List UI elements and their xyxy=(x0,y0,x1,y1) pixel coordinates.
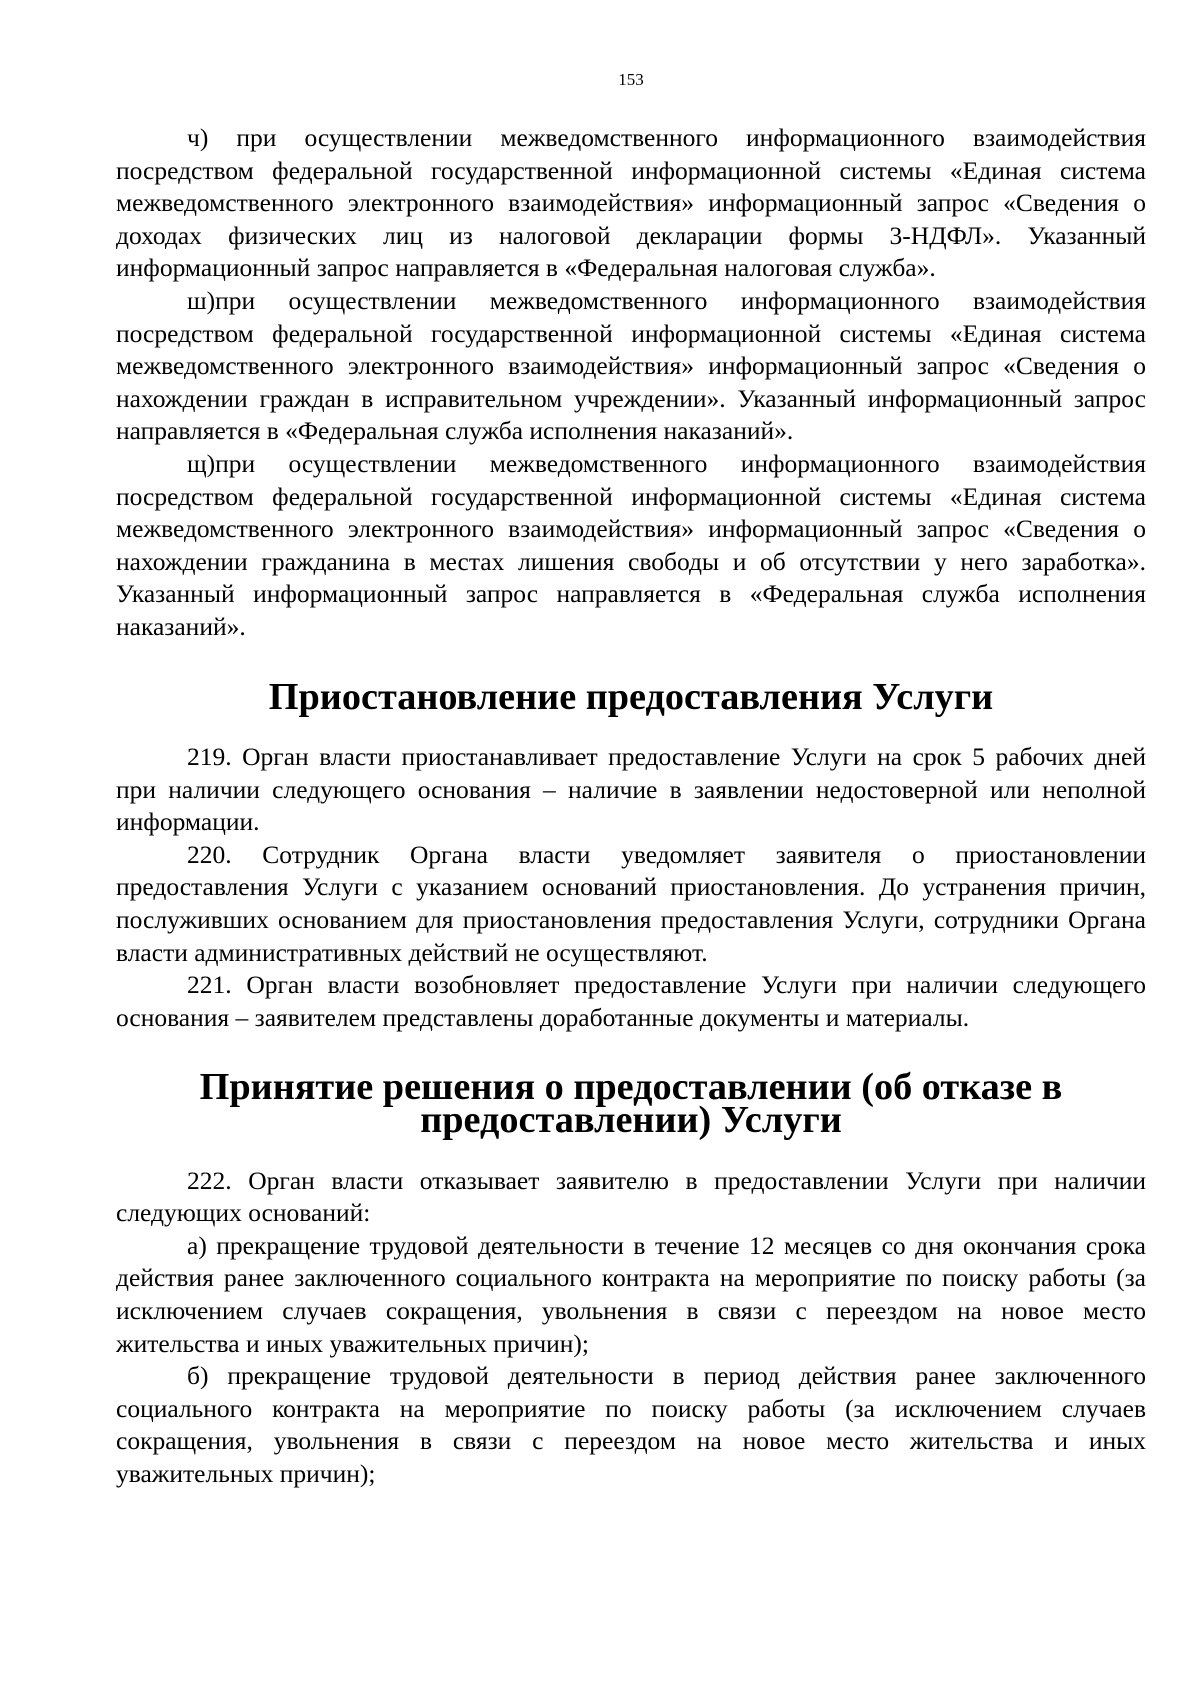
paragraph-a: а) прекращение трудовой деятельности в течение 12 месяцев со дня окончания срока действия ранее заключенного социального контракта на мероприятие по поиску работы (за исключением случаев сокращения, увольнения в связи с переездом на новое место жительства и иных уважительных причин); xyxy=(116,1230,1146,1358)
document-body xyxy=(116,122,1146,1491)
page-number: 153 xyxy=(618,70,644,89)
paragraph-221: 221. Орган власти возобновляет предоставление Услуги при наличии следующего основания – заявителем представлены доработанные документы и материалы. xyxy=(116,970,1146,1032)
paragraph-sh: ш)при осуществлении межведомственного информационного взаимодействия посредством федеральной государственной информационной системы «Единая система межведомственного электронного взаимодействия» информационный запрос «Сведения о нахождении граждан в исправительном учреждении». Указанный информационный запрос направляется в «Федеральная служба исполнения наказаний». xyxy=(116,285,1146,446)
paragraph-219: 219. Орган власти приостанавливает предоставление Услуги на срок 5 рабочих дней при наличии следующего основания – наличие в заявлении недостоверной или неполной информации. xyxy=(116,742,1146,837)
section-heading-suspension: Приостановление предоставления Услуги xyxy=(268,675,994,718)
paragraph-220: 220. Сотрудник Органа власти уведомляет заявителя о приостановлении предоставления Услуги с указанием оснований приостановления. До устранения причин, послуживших основанием для приостановления предоставления Услуги, сотрудники Органа власти административных действий не осуществляют. xyxy=(116,839,1146,967)
paragraph-ch: ч) при осуществлении межведомственного информационного взаимодействия посредством федеральной государственной информационной системы «Единая система межведомственного электронного взаимодействия» информационный запрос «Сведения о доходах физических лиц из налоговой декларации формы 3-НДФЛ». Указанный информационный запрос направляется в «Федеральная налоговая служба». xyxy=(116,123,1146,283)
section-heading-decision: Принятие решения о предоставлении (об отказе в предоставлении) Услуги xyxy=(199,1066,1063,1142)
paragraph-sch: щ)при осуществлении межведомственного информационного взаимодействия посредством федеральной государственной информационной системы «Единая система межведомственного электронного взаимодействия» информационный запрос «Сведения о нахождении гражданина в местах лишения свободы и об отсутствии у него заработка». Указанный информационный запрос направляется в «Федеральная служба исполнения наказаний». xyxy=(116,448,1146,641)
paragraph-b: б) прекращение трудовой деятельности в период действия ранее заключенного социального контракта на мероприятие по поиску работы (за исключением случаев сокращения, увольнения в связи с переездом на новое место жительства и иных уважительных причин); xyxy=(116,1361,1146,1488)
paragraph-222: 222. Орган власти отказывает заявителю в предоставлении Услуги при наличии следующих оснований: xyxy=(116,1165,1146,1228)
